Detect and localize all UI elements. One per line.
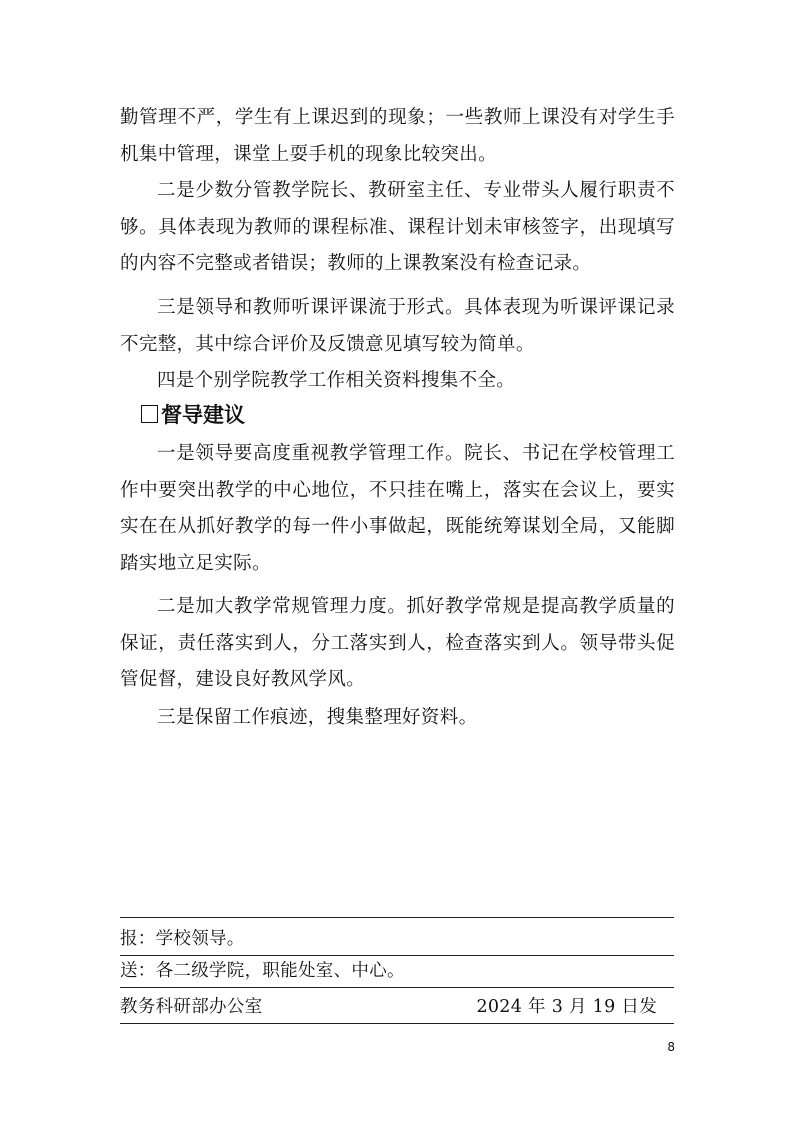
suggestion-one: 一是领导要高度重视教学管理工作。院长、书记在学校管理工作中要突出教学的中心地位，不只挂在嘴上，落实在会议上，要实实在在从抓好教学的每一件小事做起，既能统筹谋划全局，又能脚踏实地立足实际。	[120, 443, 675, 574]
suggestion-three: 三是保留工作痕迹，搜集整理好资料。	[157, 707, 478, 728]
footer-bottom-rule	[120, 1023, 674, 1024]
paragraph-attendance: 勤管理不严，学生有上课迟到的现象；一些教师上课没有对学生手机集中管理，课堂上耍手机的现象比较突出。	[120, 107, 675, 165]
footer-report-to: 报：学校领导。	[120, 929, 245, 949]
page-number: 8	[667, 1040, 675, 1054]
footer-issuer: 教务科研部办公室	[120, 997, 263, 1017]
footer-top-rule	[120, 917, 674, 918]
suggestion-two: 二是加大教学常规管理力度。抓好教学常规是提高教学质量的保证，责任落实到人，分工落实到人，检查落实到人。领导带头促管促督，建设良好教风学风。	[120, 596, 675, 690]
paragraph-issue-three: 三是领导和教师听课评课流于形式。具体表现为听课评课记录不完整，其中综合评价及反馈意见填写较为简单。	[120, 297, 675, 355]
paragraph-issue-four: 四是个别学院教学工作相关资料搜集不全。	[157, 370, 516, 391]
checkbox-square-icon	[141, 405, 158, 423]
section-heading-text: 督导建议	[161, 403, 245, 427]
footer-send-to: 送：各二级学院，职能处室、中心。	[120, 961, 405, 981]
footer-rule-1	[120, 955, 674, 956]
paragraph-issue-two: 二是少数分管教学院长、教研室主任、专业带头人履行职责不够。具体表现为教师的课程标准、课程计划未审核签字，出现填写的内容不完整或者错误；教师的上课教案没有检查记录。	[120, 180, 675, 274]
footer-issue-date: 2024 年 3 月 19 日发	[476, 997, 657, 1017]
footer-rule-2	[120, 987, 674, 988]
section-heading-suggestions	[141, 399, 245, 431]
